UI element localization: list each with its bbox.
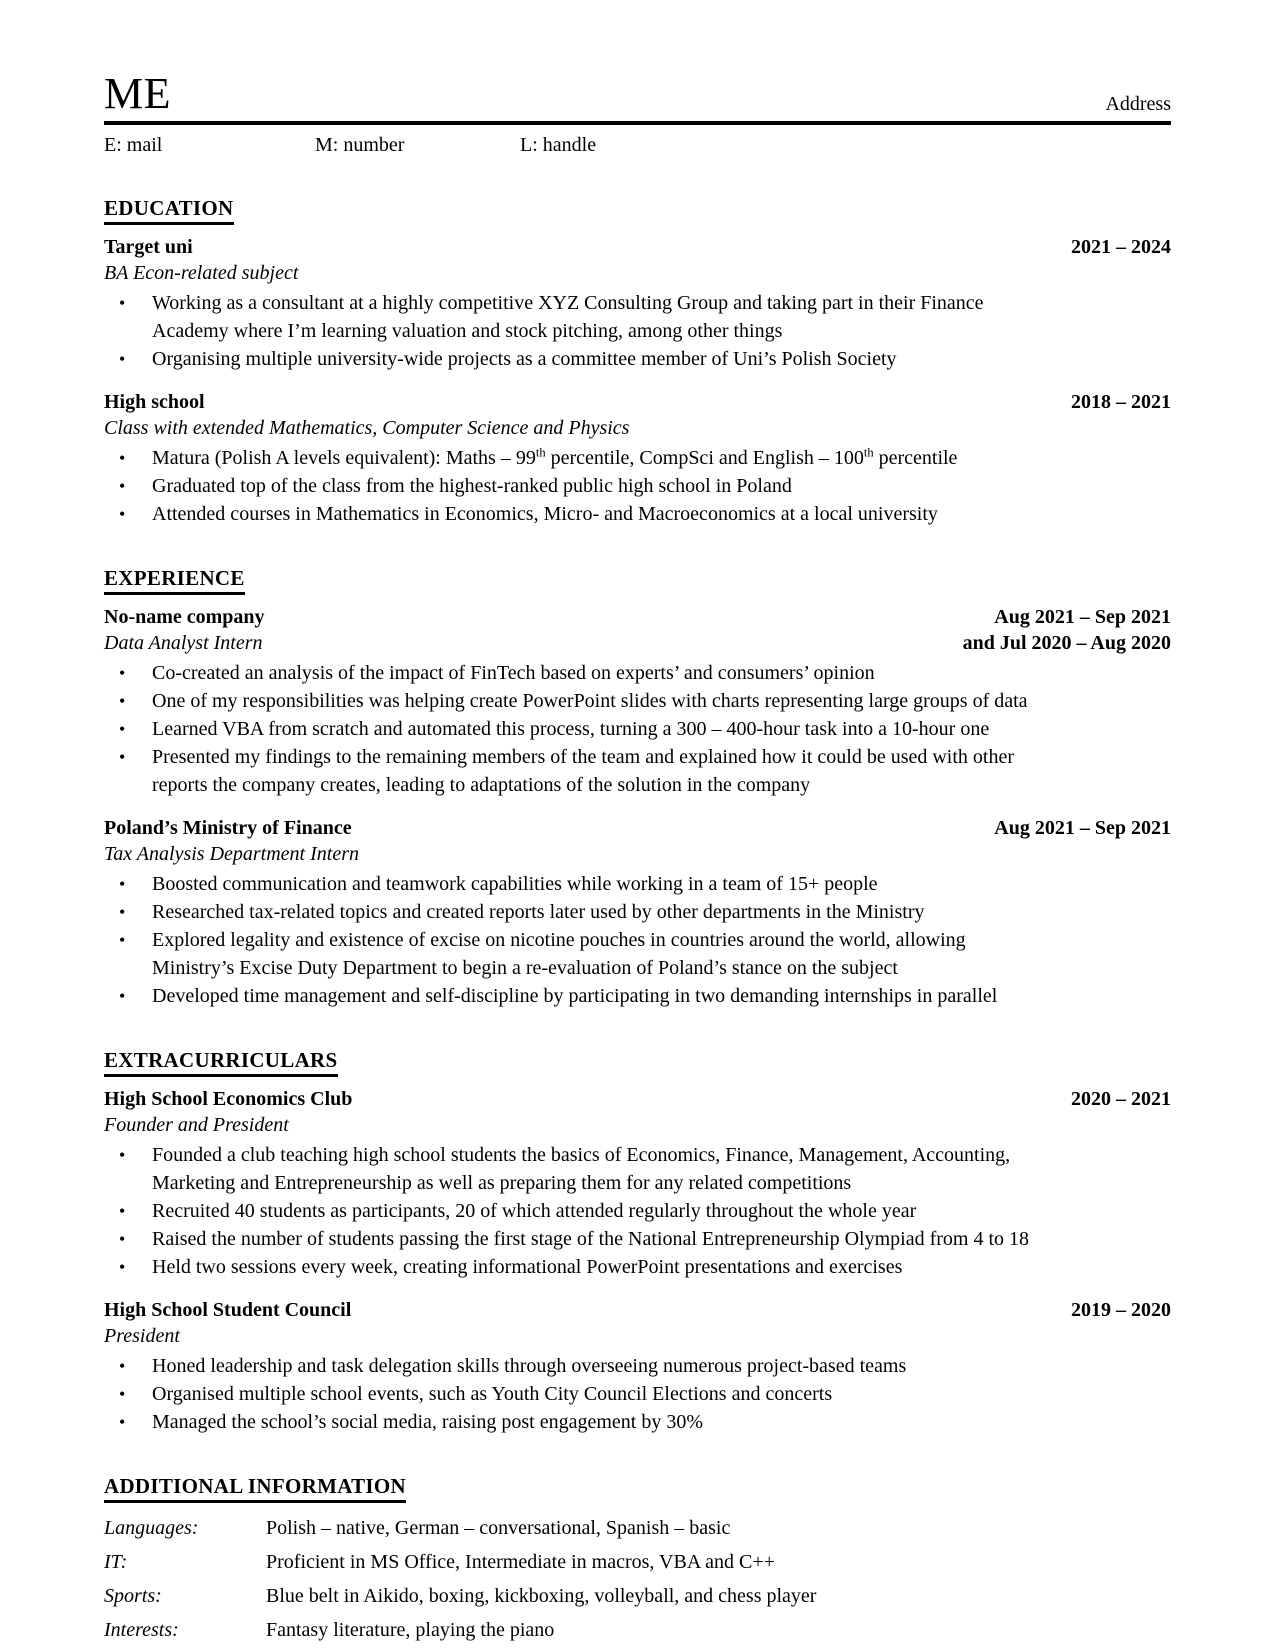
bullet-item	[104, 1141, 1171, 1197]
bullet-item	[104, 1197, 1171, 1225]
bullet-text: Academy where I’m learning valuation and stock pitching, among other things	[152, 320, 783, 342]
bullet-icon: •	[119, 504, 126, 524]
bullet-item	[104, 687, 1171, 715]
entry-role: Tax Analysis Department Intern	[104, 843, 359, 865]
bullet-text: percentile, CompSci and English – 100	[545, 447, 864, 469]
bullet-item	[104, 1380, 1171, 1408]
address-text: Address	[1105, 93, 1171, 115]
bullet-text: Organising multiple university-wide projects as a committee member of Uni’s Polish Society	[152, 348, 897, 370]
experience-heading: EXPERIENCE	[104, 566, 1171, 595]
bullet-text: One of my responsibilities was helping create PowerPoint slides with charts representing large groups of data	[152, 690, 1028, 712]
entry-date: 2020 – 2021	[1071, 1088, 1171, 1110]
bullet-text: Raised the number of students passing the first stage of the National Entrepreneurship Olympiad from 4 to 18	[152, 1228, 1030, 1250]
entry-title: High School Student Council	[104, 1299, 352, 1321]
section-education	[104, 196, 1171, 528]
bullet-text: Co-created an analysis of the impact of FinTech based on experts’ and consumers’ opinion	[152, 662, 875, 684]
bullet-icon: •	[119, 902, 126, 922]
bullet-text: Held two sessions every week, creating informational PowerPoint presentations and exercises	[152, 1256, 903, 1278]
bullet-text: Presented my findings to the remaining members of the team and explained how it could be used with other	[152, 746, 1015, 768]
candidate-name: ME	[104, 69, 171, 118]
entry-title: Poland’s Ministry of Finance	[104, 817, 352, 839]
bullet-text: Boosted communication and teamwork capabilities while working in a team of 15+ people	[152, 873, 878, 895]
extracurriculars-heading: EXTRACURRICULARS	[104, 1048, 1171, 1077]
bullet-text: reports the company creates, leading to adaptations of the solution in the company	[152, 774, 811, 796]
info-value: Fantasy literature, playing the piano	[266, 1619, 555, 1641]
info-row-sports	[104, 1583, 1171, 1609]
bullet-text: Working as a consultant at a highly competitive XYZ Consulting Group and taking part in their Finance	[152, 292, 984, 314]
entry-role: President	[104, 1325, 180, 1347]
bullet-icon: •	[119, 663, 126, 683]
name-row	[104, 69, 1171, 118]
bullet-icon: •	[119, 476, 126, 496]
entry-date: 2021 – 2024	[1071, 236, 1171, 258]
bullet-icon: •	[119, 1229, 126, 1249]
bullet-text: Managed the school’s social media, raising post engagement by 30%	[152, 1411, 703, 1433]
entry-role-row	[104, 1323, 1171, 1349]
entry-title-row	[104, 815, 1171, 841]
contact-mobile: M: number	[315, 134, 405, 156]
bullet-list	[104, 1141, 1171, 1281]
bullet-item	[104, 743, 1171, 799]
bullet-text: Recruited 40 students as participants, 20 of which attended regularly throughout the whole year	[152, 1200, 917, 1222]
bullet-icon: •	[119, 1384, 126, 1404]
bullet-text: Researched tax-related topics and created reports later used by other departments in the Ministry	[152, 901, 925, 923]
superscript-th: th	[863, 445, 874, 460]
bullet-icon: •	[119, 930, 126, 950]
bullet-icon: •	[119, 719, 126, 739]
bullet-icon: •	[119, 874, 126, 894]
bullet-icon: •	[119, 986, 126, 1006]
entry-role: Founder and President	[104, 1114, 289, 1136]
section-additional-information	[104, 1474, 1171, 1643]
entry-title-row	[104, 1086, 1171, 1112]
entry-title-row	[104, 604, 1171, 630]
bullet-icon: •	[119, 691, 126, 711]
entry-date: 2019 – 2020	[1071, 1299, 1171, 1321]
bullet-item	[104, 1225, 1171, 1253]
contact-row	[104, 132, 1171, 158]
entry-role: Data Analyst Intern	[104, 632, 263, 654]
bullet-item	[104, 715, 1171, 743]
bullet-text: Attended courses in Mathematics in Economics, Micro- and Macroeconomics at a local university	[152, 503, 938, 525]
bullet-item	[104, 982, 1171, 1010]
entry-title: No-name company	[104, 606, 265, 628]
bullet-item	[104, 472, 1171, 500]
bullet-list	[104, 289, 1171, 373]
bullet-text: Graduated top of the class from the highest-ranked public high school in Poland	[152, 475, 792, 497]
bullet-icon: •	[119, 1356, 126, 1376]
bullet-icon: •	[119, 747, 126, 767]
additional-information-heading: ADDITIONAL INFORMATION	[104, 1474, 1171, 1503]
bullet-text: Honed leadership and task delegation skills through overseeing numerous project-based teams	[152, 1355, 907, 1377]
entry-role-row	[104, 1112, 1171, 1138]
education-heading: EDUCATION	[104, 196, 1171, 225]
entry-title: High school	[104, 391, 205, 413]
bullet-item-matura	[104, 444, 1171, 472]
bullet-item	[104, 898, 1171, 926]
bullet-text: Founded a club teaching high school students the basics of Economics, Finance, Management, Accounting,	[152, 1144, 1011, 1166]
entry-role: Class with extended Mathematics, Computer Science and Physics	[104, 417, 630, 439]
entry-role-row	[104, 630, 1171, 656]
bullet-text: Developed time management and self-discipline by participating in two demanding internships in parallel	[152, 985, 998, 1007]
info-value: Proficient in MS Office, Intermediate in macros, VBA and C++	[266, 1551, 775, 1573]
bullet-text: Explored legality and existence of excise on nicotine pouches in countries around the world, allowing	[152, 929, 966, 951]
bullet-item	[104, 1408, 1171, 1436]
entry-role-row	[104, 260, 1171, 286]
entry-title-row	[104, 234, 1171, 260]
bullet-icon: •	[119, 1257, 126, 1277]
bullet-item	[104, 289, 1171, 345]
entry-title-row	[104, 389, 1171, 415]
bullet-icon: •	[119, 1412, 126, 1432]
bullet-text: Marketing and Entrepreneurship as well as preparing them for any related competitions	[152, 1172, 852, 1194]
experience-entry-no-name-company	[104, 604, 1171, 799]
education-entry-target-uni	[104, 234, 1171, 373]
section-extracurriculars	[104, 1048, 1171, 1436]
bullet-list	[104, 1352, 1171, 1436]
experience-entry-ministry-of-finance	[104, 815, 1171, 1010]
entry-title-row	[104, 1297, 1171, 1323]
info-label: Sports:	[104, 1585, 162, 1607]
bullet-item	[104, 345, 1171, 373]
entry-role-row	[104, 841, 1171, 867]
bullet-text: Learned VBA from scratch and automated this process, turning a 300 – 400-hour task into a 10-hour one	[152, 718, 990, 740]
info-row-it	[104, 1549, 1171, 1575]
entry-role: BA Econ-related subject	[104, 262, 299, 284]
info-label: Languages:	[104, 1517, 199, 1539]
bullet-text: Organised multiple school events, such as Youth City Council Elections and concerts	[152, 1383, 833, 1405]
extracurricular-entry-student-council	[104, 1297, 1171, 1436]
entry-title: Target uni	[104, 236, 193, 258]
info-value: Blue belt in Aikido, boxing, kickboxing, volleyball, and chess player	[266, 1585, 817, 1607]
resume-header	[104, 69, 1171, 158]
bullet-text: percentile	[873, 447, 958, 469]
entry-date-secondary: and Jul 2020 – Aug 2020	[962, 632, 1171, 654]
info-value: Polish – native, German – conversational, Spanish – basic	[266, 1517, 731, 1539]
info-row-interests	[104, 1617, 1171, 1643]
entry-title: High School Economics Club	[104, 1088, 353, 1110]
info-label: IT:	[104, 1551, 128, 1573]
bullet-item	[104, 1352, 1171, 1380]
bullet-text: Matura (Polish A levels equivalent): Maths – 99	[152, 447, 536, 469]
superscript-th: th	[535, 445, 546, 460]
extracurricular-entry-economics-club	[104, 1086, 1171, 1281]
contact-email: E: mail	[104, 134, 163, 156]
bullet-icon: •	[119, 1145, 126, 1165]
contact-handle: L: handle	[520, 134, 597, 156]
bullet-icon: •	[119, 293, 126, 313]
entry-role-row	[104, 415, 1171, 441]
bullet-item	[104, 500, 1171, 528]
bullet-text: Ministry’s Excise Duty Department to begin a re-evaluation of Poland’s stance on the subject	[152, 957, 898, 979]
entry-date: Aug 2021 – Sep 2021	[994, 606, 1171, 628]
bullet-icon: •	[119, 349, 126, 369]
entry-date: 2018 – 2021	[1071, 391, 1171, 413]
bullet-list	[104, 870, 1171, 1010]
bullet-list	[104, 659, 1171, 799]
info-label: Interests:	[104, 1619, 179, 1641]
bullet-icon: •	[119, 1201, 126, 1221]
bullet-item	[104, 926, 1171, 982]
header-divider	[104, 121, 1171, 125]
bullet-item	[104, 1253, 1171, 1281]
entry-date: Aug 2021 – Sep 2021	[994, 817, 1171, 839]
bullet-list	[104, 444, 1171, 528]
info-rows	[104, 1515, 1171, 1643]
info-row-languages	[104, 1515, 1171, 1541]
bullet-icon: •	[119, 448, 126, 468]
education-entry-high-school	[104, 389, 1171, 528]
bullet-item	[104, 659, 1171, 687]
section-experience	[104, 566, 1171, 1010]
bullet-item	[104, 870, 1171, 898]
